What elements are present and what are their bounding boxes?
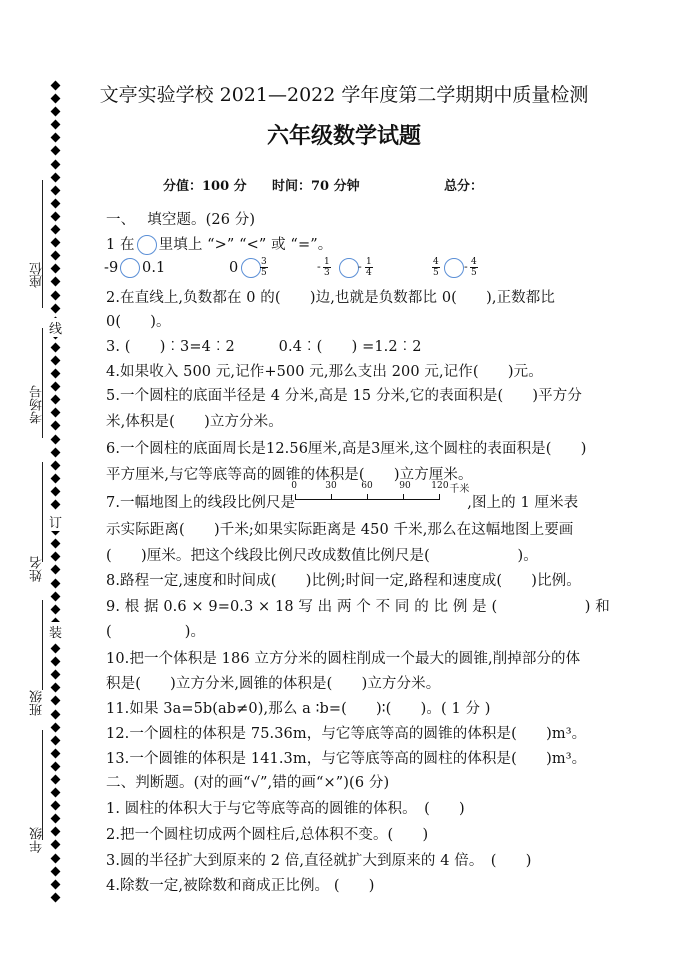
label-class: 班级: [30, 690, 45, 716]
school-title: 文亭实验学校 2021—2022 学年度第二学期期中质量检测: [99, 84, 589, 106]
margin-rule: [42, 730, 43, 840]
answer-circle[interactable]: [120, 258, 140, 278]
question-5: 5.一个圆柱的底面半径是 4 分米,高是 15 分米,它的表面积是( )平方分: [106, 388, 582, 404]
mark-line: 线: [49, 318, 62, 337]
label-grade: 年级: [30, 827, 45, 853]
fraction: $\frac{3}{5}$: [261, 257, 267, 278]
margin-rule: [42, 180, 43, 308]
section1-heading: 一、 填空题。(26 分): [106, 212, 256, 228]
margin-rule: [42, 462, 43, 562]
score-info: 分值：100 分: [163, 179, 247, 194]
question-10: 10.把一个体积是 186 立方分米的圆柱削成一个最大的圆锥,削掉部分的体: [106, 651, 581, 667]
total-score: 总分：: [444, 179, 484, 194]
fraction: $\frac{4}{5}$: [471, 257, 477, 278]
label-name: 姓名: [30, 556, 45, 582]
question-7-cont: 示实际距离( )千米;如果实际距离是 450 千米,那么在这幅地图上要画: [106, 522, 574, 538]
question-11: 11.如果 3a=5b(ab≠0),那么 a ∶b=( )∶( )。( 1 分 ): [106, 701, 491, 717]
fraction: $\frac{4}{5}$: [433, 257, 439, 278]
margin-rule: [42, 600, 43, 690]
question-6-cont: 平方厘米,与它等底等高的圆锥的体积是( )立方厘米。: [106, 467, 473, 483]
question-1: 1 在 里填上 “>” “<” 或 “=”。: [106, 237, 333, 253]
question-9-cont: ( )。: [106, 624, 206, 640]
question-6: 6.一个圆柱的底面周长是12.56厘米,高是3厘米,这个圆柱的表面积是( ): [106, 441, 587, 457]
question-7: 7.一幅地图上的线段比例尺是 0 30 60 90 120 千米 ,图上的 1 厘米表: [106, 481, 579, 511]
fraction: $\frac{1}{3}$: [324, 257, 330, 278]
question-2: 2.在直线上,负数都在 0 的( )边,也就是负数都比 0( ),正数都比: [106, 290, 555, 306]
binding-diamonds: [49, 82, 63, 907]
question-9: 9. 根 据 0.6 × 9=0.3 × 18 写 出 两 个 不 同 的 比 例 是 ( ) 和: [106, 599, 610, 615]
judge-4: 4.除数一定,被除数和商成正比例。 ( ): [106, 878, 375, 894]
section2-heading: 二、判断题。(对的画“√”,错的画“×”)(6 分): [106, 775, 390, 791]
fraction: $\frac{1}{4}$: [366, 257, 372, 278]
label-seat: 座位: [30, 262, 45, 288]
label-exam-room: 考场号: [30, 385, 45, 424]
answer-circle[interactable]: [137, 235, 157, 255]
question-2-cont: 0( )。: [106, 314, 171, 330]
answer-circle[interactable]: [241, 258, 261, 278]
question-13: 13.一个圆锥的体积是 141.3m，与它等底等高的圆柱的体积是( )m³。: [106, 751, 587, 767]
time-info: 时间：70 分钟: [272, 179, 360, 194]
judge-3: 3.圆的半径扩大到原来的 2 倍,直径就扩大到原来的 4 倍。 ( ): [106, 853, 532, 869]
question-8: 8.路程一定,速度和时间成( )比例;时间一定,路程和速度成( )比例。: [106, 573, 581, 589]
judge-2: 2.把一个圆柱切成两个圆柱后,总体积不变。( ): [106, 827, 429, 843]
mark-staple: 订: [49, 512, 62, 531]
mark-bind: 装: [49, 622, 62, 641]
judge-1: 1. 圆柱的体积大于与它等底等高的圆锥的体积。 ( ): [106, 801, 465, 817]
question-5-cont: 米,体积是( )立方分米。: [106, 414, 283, 430]
question-4: 4.如果收入 500 元,记作+500 元,那么支出 200 元,记作( )元。: [106, 364, 543, 380]
question-7-cont2: ( )厘米。把这个线段比例尺改成数值比例尺是( )。: [106, 548, 538, 564]
question-3: 3. ( )︰3=4︰2 0.4︰( ) =1.2︰2: [106, 339, 422, 355]
line-scale: 0 30 60 90 120 千米: [295, 483, 467, 507]
question-10-cont: 积是( )立方分米,圆锥的体积是( )立方分米。: [106, 676, 441, 692]
question-12: 12.一个圆柱的体积是 75.36m，与它等底等高的圆锥的体积是( )m³。: [106, 726, 587, 742]
answer-circle[interactable]: [339, 258, 359, 278]
exam-title: 六年级数学试题: [266, 123, 421, 149]
answer-circle[interactable]: [444, 258, 464, 278]
